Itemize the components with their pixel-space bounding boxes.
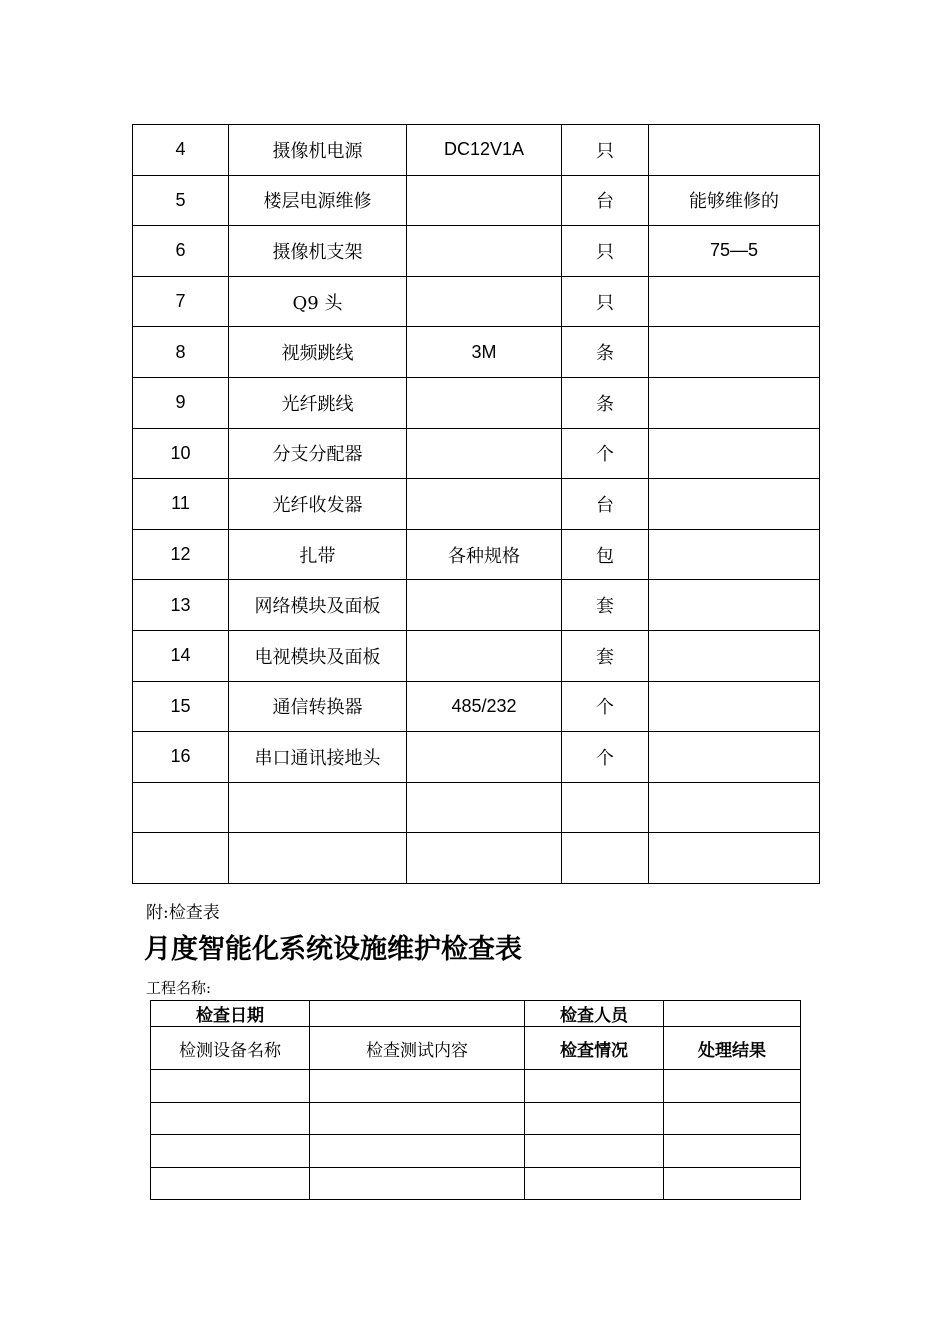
cell-name: 分支分配器 xyxy=(229,428,407,479)
table-row xyxy=(133,125,820,176)
inspector-value xyxy=(664,1001,801,1027)
cell-note xyxy=(649,580,820,631)
cell-spec: DC12V1A xyxy=(407,125,562,176)
cell-no: 10 xyxy=(133,428,229,479)
inspection-entry-cell xyxy=(310,1070,525,1103)
table-row xyxy=(133,681,820,732)
cell-unit xyxy=(562,782,649,833)
cell-spec xyxy=(407,377,562,428)
cell-name xyxy=(229,833,407,884)
cell-spec xyxy=(407,732,562,783)
inspection-header-row xyxy=(151,1027,801,1070)
inspection-entry-cell xyxy=(525,1102,664,1135)
table-row xyxy=(133,833,820,884)
header-test-content: 检查测试内容 xyxy=(310,1027,525,1070)
cell-no: 15 xyxy=(133,681,229,732)
cell-spec xyxy=(407,833,562,884)
cell-no xyxy=(133,782,229,833)
cell-note: 75—5 xyxy=(649,226,820,277)
table-row xyxy=(133,580,820,631)
header-device-name: 检测设备名称 xyxy=(151,1027,310,1070)
cell-no xyxy=(133,833,229,884)
cell-spec: 各种规格 xyxy=(407,529,562,580)
cell-no: 9 xyxy=(133,377,229,428)
cell-spec xyxy=(407,226,562,277)
cell-unit: 只 xyxy=(562,276,649,327)
inspection-entry-cell xyxy=(151,1135,310,1168)
cell-note xyxy=(649,630,820,681)
cell-name: 串口通讯接地头 xyxy=(229,732,407,783)
cell-spec: 3M xyxy=(407,327,562,378)
cell-note xyxy=(649,377,820,428)
attachment-note: 附:检查表 xyxy=(146,903,220,923)
cell-no: 4 xyxy=(133,125,229,176)
cell-name: 光纤跳线 xyxy=(229,377,407,428)
cell-no: 13 xyxy=(133,580,229,631)
inspection-entry-row xyxy=(151,1070,801,1103)
cell-no: 14 xyxy=(133,630,229,681)
table-row xyxy=(133,732,820,783)
cell-spec xyxy=(407,175,562,226)
inspection-entry-row xyxy=(151,1102,801,1135)
inspection-entry-cell xyxy=(310,1102,525,1135)
cell-no: 11 xyxy=(133,479,229,530)
inspection-entry-cell xyxy=(310,1167,525,1200)
inspection-entry-cell xyxy=(310,1135,525,1168)
cell-note xyxy=(649,732,820,783)
cell-note: 能够维修的 xyxy=(649,175,820,226)
cell-no: 6 xyxy=(133,226,229,277)
inspection-entry-cell xyxy=(664,1167,801,1200)
cell-name: 视频跳线 xyxy=(229,327,407,378)
cell-unit: 套 xyxy=(562,580,649,631)
inspection-table xyxy=(150,1000,801,1200)
cell-unit: 台 xyxy=(562,175,649,226)
cell-note xyxy=(649,125,820,176)
cell-note xyxy=(649,782,820,833)
cell-spec xyxy=(407,428,562,479)
header-handling-result: 处理结果 xyxy=(664,1027,801,1070)
check-date-label: 检查日期 xyxy=(151,1001,310,1027)
table-row xyxy=(133,327,820,378)
cell-note xyxy=(649,479,820,530)
cell-spec xyxy=(407,580,562,631)
cell-name xyxy=(229,782,407,833)
inspection-meta-row xyxy=(151,1001,801,1027)
header-check-status: 检查情况 xyxy=(525,1027,664,1070)
cell-spec xyxy=(407,782,562,833)
cell-no: 7 xyxy=(133,276,229,327)
cell-unit: 个 xyxy=(562,732,649,783)
inspection-entry-cell xyxy=(525,1070,664,1103)
materials-table xyxy=(132,124,820,884)
table-row xyxy=(133,630,820,681)
form-title: 月度智能化系统设施维护检查表 xyxy=(144,934,522,965)
cell-unit: 条 xyxy=(562,377,649,428)
cell-note xyxy=(649,276,820,327)
cell-note xyxy=(649,327,820,378)
cell-unit: 条 xyxy=(562,327,649,378)
cell-name: 光纤收发器 xyxy=(229,479,407,530)
cell-no: 16 xyxy=(133,732,229,783)
cell-note xyxy=(649,428,820,479)
table-row xyxy=(133,377,820,428)
cell-name: 通信转换器 xyxy=(229,681,407,732)
cell-name: 楼层电源维修 xyxy=(229,175,407,226)
cell-note xyxy=(649,833,820,884)
project-name-label: 工程名称: xyxy=(146,979,212,997)
inspector-label: 检查人员 xyxy=(525,1001,664,1027)
table-row xyxy=(133,529,820,580)
cell-unit xyxy=(562,833,649,884)
table-row xyxy=(133,479,820,530)
cell-name: 摄像机电源 xyxy=(229,125,407,176)
cell-note xyxy=(649,681,820,732)
table-row xyxy=(133,175,820,226)
table-row xyxy=(133,226,820,277)
cell-spec xyxy=(407,630,562,681)
cell-name: Q9 头 xyxy=(229,276,407,327)
inspection-entry-cell xyxy=(664,1135,801,1168)
cell-unit: 只 xyxy=(562,226,649,277)
check-date-value xyxy=(310,1001,525,1027)
inspection-entry-cell xyxy=(151,1102,310,1135)
cell-unit: 个 xyxy=(562,428,649,479)
inspection-entry-cell xyxy=(151,1070,310,1103)
cell-no: 8 xyxy=(133,327,229,378)
table-row xyxy=(133,276,820,327)
cell-name: 扎带 xyxy=(229,529,407,580)
cell-unit: 包 xyxy=(562,529,649,580)
inspection-entry-cell xyxy=(525,1135,664,1168)
table-row xyxy=(133,428,820,479)
cell-no: 12 xyxy=(133,529,229,580)
inspection-entry-row xyxy=(151,1135,801,1168)
inspection-entry-cell xyxy=(664,1070,801,1103)
cell-name: 网络模块及面板 xyxy=(229,580,407,631)
cell-name: 电视模块及面板 xyxy=(229,630,407,681)
inspection-entry-cell xyxy=(525,1167,664,1200)
cell-spec: 485/232 xyxy=(407,681,562,732)
cell-no: 5 xyxy=(133,175,229,226)
cell-spec xyxy=(407,276,562,327)
cell-unit: 个 xyxy=(562,681,649,732)
cell-note xyxy=(649,529,820,580)
inspection-entry-cell xyxy=(151,1167,310,1200)
cell-unit: 只 xyxy=(562,125,649,176)
inspection-entry-row xyxy=(151,1167,801,1200)
cell-name: 摄像机支架 xyxy=(229,226,407,277)
cell-unit: 台 xyxy=(562,479,649,530)
cell-unit: 套 xyxy=(562,630,649,681)
inspection-entry-cell xyxy=(664,1102,801,1135)
cell-spec xyxy=(407,479,562,530)
table-row xyxy=(133,782,820,833)
